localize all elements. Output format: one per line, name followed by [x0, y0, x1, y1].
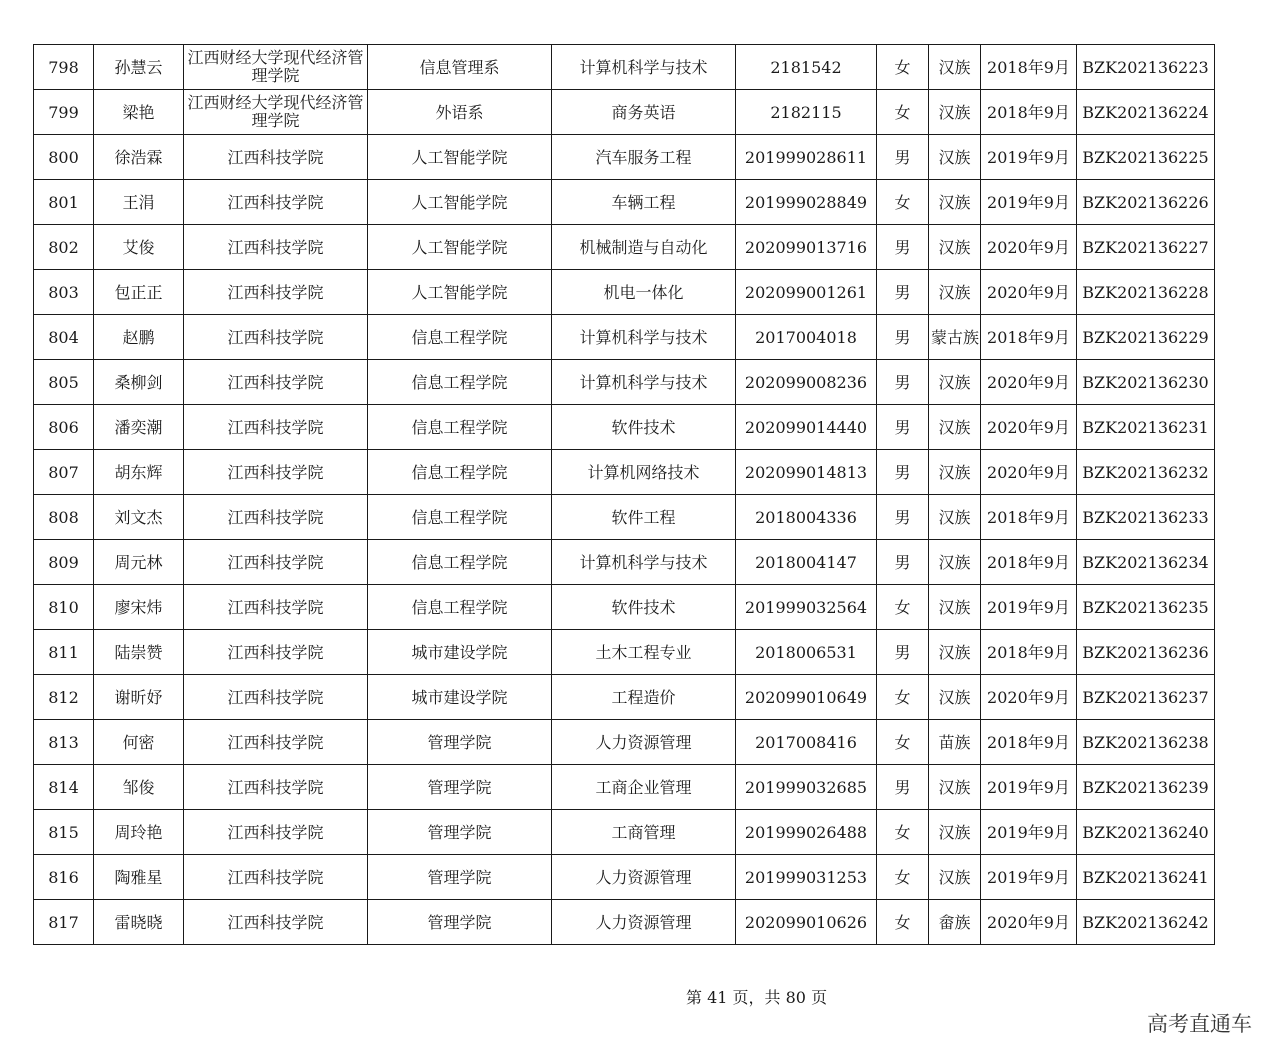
cell-index: 808: [34, 495, 94, 540]
cell-major: 工商企业管理: [552, 765, 736, 810]
cell-gender: 女: [877, 720, 929, 765]
cell-certificate-number: BZK202136239: [1077, 765, 1215, 810]
cell-major: 计算机科学与技术: [552, 45, 736, 90]
cell-ethnicity: 汉族: [929, 225, 981, 270]
cell-major: 机械制造与自动化: [552, 225, 736, 270]
cell-student-id: 202099001261: [736, 270, 877, 315]
cell-department: 人工智能学院: [368, 270, 552, 315]
cell-name: 桑柳剑: [94, 360, 184, 405]
cell-student-id: 202099014813: [736, 450, 877, 495]
cell-student-id: 202099010649: [736, 675, 877, 720]
cell-enrollment-date: 2018年9月: [981, 90, 1077, 135]
cell-department: 信息工程学院: [368, 315, 552, 360]
student-roster-table: [33, 44, 1215, 945]
cell-student-id: 202099013716: [736, 225, 877, 270]
cell-major: 工商管理: [552, 810, 736, 855]
cell-ethnicity: 汉族: [929, 135, 981, 180]
table-row: [34, 675, 1215, 720]
cell-student-id: 202099014440: [736, 405, 877, 450]
cell-certificate-number: BZK202136225: [1077, 135, 1215, 180]
cell-ethnicity: 苗族: [929, 720, 981, 765]
cell-student-id: 202099010626: [736, 900, 877, 945]
cell-ethnicity: 汉族: [929, 90, 981, 135]
cell-name: 陆崇赞: [94, 630, 184, 675]
cell-ethnicity: 汉族: [929, 360, 981, 405]
cell-major: 软件技术: [552, 405, 736, 450]
cell-index: 815: [34, 810, 94, 855]
cell-gender: 男: [877, 495, 929, 540]
table-row: [34, 630, 1215, 675]
roster-body: [34, 45, 1215, 945]
cell-certificate-number: BZK202136238: [1077, 720, 1215, 765]
table-row: [34, 495, 1215, 540]
cell-student-id: 201999028849: [736, 180, 877, 225]
cell-enrollment-date: 2018年9月: [981, 720, 1077, 765]
cell-name: 王涓: [94, 180, 184, 225]
cell-index: 807: [34, 450, 94, 495]
cell-school: 江西科技学院: [184, 180, 368, 225]
cell-certificate-number: BZK202136226: [1077, 180, 1215, 225]
cell-index: 799: [34, 90, 94, 135]
cell-student-id: 201999028611: [736, 135, 877, 180]
cell-major: 计算机科学与技术: [552, 360, 736, 405]
table-row: [34, 855, 1215, 900]
cell-gender: 女: [877, 855, 929, 900]
cell-school: 江西科技学院: [184, 270, 368, 315]
cell-student-id: 2018004147: [736, 540, 877, 585]
cell-certificate-number: BZK202136230: [1077, 360, 1215, 405]
cell-enrollment-date: 2019年9月: [981, 765, 1077, 810]
cell-index: 817: [34, 900, 94, 945]
cell-enrollment-date: 2018年9月: [981, 540, 1077, 585]
cell-major: 机电一体化: [552, 270, 736, 315]
cell-major: 软件工程: [552, 495, 736, 540]
cell-gender: 女: [877, 900, 929, 945]
cell-school: 江西科技学院: [184, 225, 368, 270]
cell-school: 江西财经大学现代经济管理学院: [184, 90, 368, 135]
cell-certificate-number: BZK202136237: [1077, 675, 1215, 720]
cell-school: 江西科技学院: [184, 585, 368, 630]
cell-certificate-number: BZK202136233: [1077, 495, 1215, 540]
cell-certificate-number: BZK202136240: [1077, 810, 1215, 855]
cell-enrollment-date: 2020年9月: [981, 450, 1077, 495]
cell-ethnicity: 汉族: [929, 495, 981, 540]
cell-ethnicity: 汉族: [929, 540, 981, 585]
cell-gender: 女: [877, 675, 929, 720]
cell-ethnicity: 汉族: [929, 405, 981, 450]
cell-department: 信息工程学院: [368, 450, 552, 495]
cell-ethnicity: 蒙古族: [929, 315, 981, 360]
cell-certificate-number: BZK202136241: [1077, 855, 1215, 900]
table-row: [34, 900, 1215, 945]
cell-index: 816: [34, 855, 94, 900]
cell-student-id: 201999032685: [736, 765, 877, 810]
cell-department: 城市建设学院: [368, 630, 552, 675]
cell-enrollment-date: 2018年9月: [981, 630, 1077, 675]
cell-ethnicity: 汉族: [929, 855, 981, 900]
cell-enrollment-date: 2020年9月: [981, 225, 1077, 270]
cell-enrollment-date: 2019年9月: [981, 180, 1077, 225]
cell-gender: 男: [877, 540, 929, 585]
cell-ethnicity: 畲族: [929, 900, 981, 945]
cell-name: 潘奕潮: [94, 405, 184, 450]
cell-name: 胡东辉: [94, 450, 184, 495]
cell-name: 谢昕妤: [94, 675, 184, 720]
cell-name: 邹俊: [94, 765, 184, 810]
cell-enrollment-date: 2018年9月: [981, 315, 1077, 360]
cell-name: 周玲艳: [94, 810, 184, 855]
cell-certificate-number: BZK202136234: [1077, 540, 1215, 585]
cell-gender: 男: [877, 450, 929, 495]
cell-department: 外语系: [368, 90, 552, 135]
cell-ethnicity: 汉族: [929, 810, 981, 855]
table-row: [34, 225, 1215, 270]
cell-gender: 男: [877, 270, 929, 315]
table-row: [34, 405, 1215, 450]
cell-major: 人力资源管理: [552, 900, 736, 945]
cell-major: 工程造价: [552, 675, 736, 720]
cell-name: 何密: [94, 720, 184, 765]
cell-student-id: 201999026488: [736, 810, 877, 855]
cell-school: 江西科技学院: [184, 360, 368, 405]
table-row: [34, 585, 1215, 630]
cell-school: 江西科技学院: [184, 450, 368, 495]
cell-gender: 女: [877, 90, 929, 135]
cell-student-id: 2181542: [736, 45, 877, 90]
cell-gender: 男: [877, 630, 929, 675]
cell-school: 江西科技学院: [184, 675, 368, 720]
cell-ethnicity: 汉族: [929, 180, 981, 225]
table-row: [34, 270, 1215, 315]
table-row: [34, 45, 1215, 90]
cell-certificate-number: BZK202136235: [1077, 585, 1215, 630]
cell-student-id: 2017004018: [736, 315, 877, 360]
cell-gender: 女: [877, 45, 929, 90]
cell-enrollment-date: 2019年9月: [981, 855, 1077, 900]
cell-enrollment-date: 2019年9月: [981, 585, 1077, 630]
cell-major: 车辆工程: [552, 180, 736, 225]
cell-name: 雷晓晓: [94, 900, 184, 945]
cell-department: 信息工程学院: [368, 360, 552, 405]
cell-student-id: 2017008416: [736, 720, 877, 765]
cell-major: 计算机网络技术: [552, 450, 736, 495]
cell-index: 812: [34, 675, 94, 720]
cell-ethnicity: 汉族: [929, 45, 981, 90]
cell-department: 信息工程学院: [368, 495, 552, 540]
cell-enrollment-date: 2020年9月: [981, 270, 1077, 315]
cell-student-id: 202099008236: [736, 360, 877, 405]
cell-student-id: 2182115: [736, 90, 877, 135]
cell-school: 江西科技学院: [184, 900, 368, 945]
cell-index: 798: [34, 45, 94, 90]
cell-student-id: 201999031253: [736, 855, 877, 900]
cell-department: 人工智能学院: [368, 135, 552, 180]
cell-school: 江西科技学院: [184, 720, 368, 765]
cell-major: 汽车服务工程: [552, 135, 736, 180]
cell-certificate-number: BZK202136227: [1077, 225, 1215, 270]
cell-school: 江西科技学院: [184, 855, 368, 900]
cell-major: 商务英语: [552, 90, 736, 135]
cell-certificate-number: BZK202136242: [1077, 900, 1215, 945]
cell-department: 信息管理系: [368, 45, 552, 90]
cell-name: 包正正: [94, 270, 184, 315]
table-row: [34, 720, 1215, 765]
table-row: [34, 540, 1215, 585]
cell-major: 软件技术: [552, 585, 736, 630]
cell-index: 806: [34, 405, 94, 450]
cell-enrollment-date: 2019年9月: [981, 810, 1077, 855]
cell-enrollment-date: 2020年9月: [981, 900, 1077, 945]
cell-ethnicity: 汉族: [929, 630, 981, 675]
cell-index: 810: [34, 585, 94, 630]
cell-index: 813: [34, 720, 94, 765]
cell-ethnicity: 汉族: [929, 585, 981, 630]
cell-student-id: 201999032564: [736, 585, 877, 630]
cell-enrollment-date: 2018年9月: [981, 45, 1077, 90]
cell-school: 江西财经大学现代经济管理学院: [184, 45, 368, 90]
cell-certificate-number: BZK202136232: [1077, 450, 1215, 495]
cell-department: 信息工程学院: [368, 585, 552, 630]
cell-index: 811: [34, 630, 94, 675]
cell-gender: 男: [877, 360, 929, 405]
cell-major: 计算机科学与技术: [552, 315, 736, 360]
cell-student-id: 2018004336: [736, 495, 877, 540]
cell-school: 江西科技学院: [184, 765, 368, 810]
cell-school: 江西科技学院: [184, 810, 368, 855]
cell-major: 计算机科学与技术: [552, 540, 736, 585]
cell-department: 管理学院: [368, 855, 552, 900]
cell-enrollment-date: 2020年9月: [981, 675, 1077, 720]
cell-certificate-number: BZK202136231: [1077, 405, 1215, 450]
cell-gender: 男: [877, 405, 929, 450]
cell-name: 梁艳: [94, 90, 184, 135]
cell-department: 人工智能学院: [368, 225, 552, 270]
table-row: [34, 90, 1215, 135]
cell-school: 江西科技学院: [184, 630, 368, 675]
cell-index: 802: [34, 225, 94, 270]
cell-index: 804: [34, 315, 94, 360]
table-row: [34, 360, 1215, 405]
cell-school: 江西科技学院: [184, 405, 368, 450]
cell-enrollment-date: 2018年9月: [981, 495, 1077, 540]
cell-major: 人力资源管理: [552, 855, 736, 900]
cell-enrollment-date: 2020年9月: [981, 405, 1077, 450]
cell-school: 江西科技学院: [184, 315, 368, 360]
cell-ethnicity: 汉族: [929, 765, 981, 810]
watermark-logo: 高考直通车: [1147, 1012, 1252, 1036]
cell-index: 814: [34, 765, 94, 810]
table-row: [34, 810, 1215, 855]
cell-gender: 男: [877, 315, 929, 360]
cell-department: 人工智能学院: [368, 180, 552, 225]
cell-department: 信息工程学院: [368, 540, 552, 585]
cell-ethnicity: 汉族: [929, 270, 981, 315]
table-row: [34, 135, 1215, 180]
cell-gender: 女: [877, 585, 929, 630]
cell-major: 人力资源管理: [552, 720, 736, 765]
cell-name: 艾俊: [94, 225, 184, 270]
cell-name: 廖宋炜: [94, 585, 184, 630]
cell-index: 800: [34, 135, 94, 180]
cell-name: 刘文杰: [94, 495, 184, 540]
cell-gender: 女: [877, 810, 929, 855]
cell-certificate-number: BZK202136236: [1077, 630, 1215, 675]
cell-name: 陶雅星: [94, 855, 184, 900]
cell-gender: 男: [877, 135, 929, 180]
cell-gender: 女: [877, 180, 929, 225]
cell-certificate-number: BZK202136223: [1077, 45, 1215, 90]
cell-name: 周元林: [94, 540, 184, 585]
cell-enrollment-date: 2019年9月: [981, 135, 1077, 180]
cell-ethnicity: 汉族: [929, 675, 981, 720]
cell-gender: 男: [877, 225, 929, 270]
cell-index: 803: [34, 270, 94, 315]
cell-name: 赵鹏: [94, 315, 184, 360]
cell-name: 徐浩霖: [94, 135, 184, 180]
page-number: 第 41 页，共 80 页: [686, 988, 828, 1007]
cell-department: 管理学院: [368, 900, 552, 945]
cell-gender: 男: [877, 765, 929, 810]
cell-certificate-number: BZK202136224: [1077, 90, 1215, 135]
cell-department: 信息工程学院: [368, 405, 552, 450]
cell-school: 江西科技学院: [184, 135, 368, 180]
table-row: [34, 765, 1215, 810]
cell-certificate-number: BZK202136229: [1077, 315, 1215, 360]
cell-enrollment-date: 2020年9月: [981, 360, 1077, 405]
cell-school: 江西科技学院: [184, 540, 368, 585]
table-row: [34, 180, 1215, 225]
cell-department: 城市建设学院: [368, 675, 552, 720]
cell-index: 801: [34, 180, 94, 225]
cell-index: 805: [34, 360, 94, 405]
cell-school: 江西科技学院: [184, 495, 368, 540]
table-row: [34, 315, 1215, 360]
cell-index: 809: [34, 540, 94, 585]
cell-department: 管理学院: [368, 810, 552, 855]
cell-name: 孙慧云: [94, 45, 184, 90]
cell-certificate-number: BZK202136228: [1077, 270, 1215, 315]
cell-student-id: 2018006531: [736, 630, 877, 675]
cell-major: 土木工程专业: [552, 630, 736, 675]
cell-ethnicity: 汉族: [929, 450, 981, 495]
cell-department: 管理学院: [368, 720, 552, 765]
cell-department: 管理学院: [368, 765, 552, 810]
table-row: [34, 450, 1215, 495]
